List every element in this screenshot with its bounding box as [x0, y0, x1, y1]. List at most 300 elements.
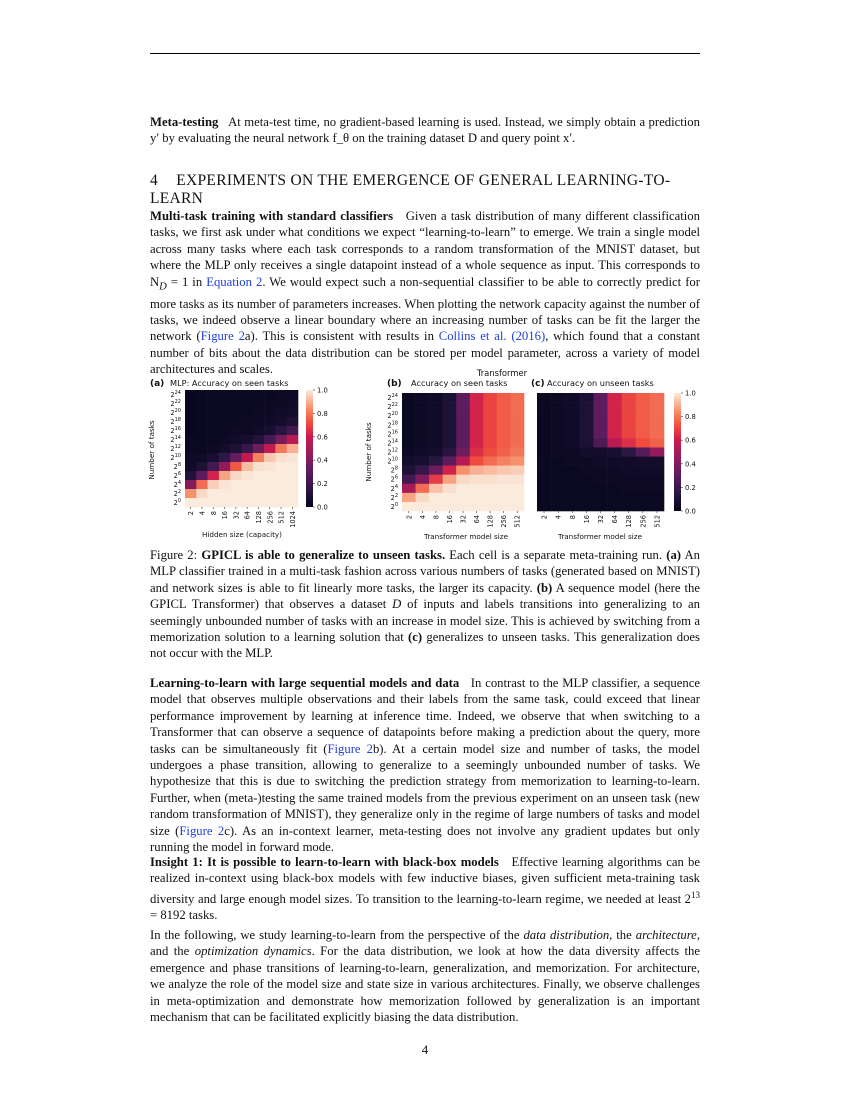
caption-text-5: generalizes to unseen tasks. This generalization does not occur with the MLP. [150, 630, 700, 661]
heatmap-c-cell [608, 466, 622, 475]
heatmap-c-cell [579, 466, 593, 475]
heatmap-a-cell [185, 453, 197, 462]
heatmap-b-cell [483, 438, 497, 447]
figure-2-link[interactable]: Figure 2 [200, 329, 245, 344]
colorbar-a-tick-label: 0.4 [317, 456, 328, 465]
heatmap-b-cell [497, 411, 511, 420]
heatmap-b-cell [497, 502, 511, 511]
heatmap-b-cell [470, 402, 484, 411]
heatmap-c-cell [593, 475, 607, 484]
heatmap-b-cell [510, 484, 524, 493]
heatmap-a-cell [253, 489, 265, 498]
heatmap-c-cell [579, 475, 593, 484]
multitask-text-c: . We would expect such a non-sequential classifier to be able to correctly predict for more tasks as its number of parameters increases. When plotting the network capacity against the number of tasks, we indeed observe a linear boundary where an increasing number of tasks can be fit the larger the network ( [150, 274, 700, 344]
heatmap-c-cell [551, 438, 565, 447]
heatmap-c-cell [636, 457, 650, 466]
heatmap-b-xtick-label: 32 [459, 515, 468, 524]
heatmap-c-cell [537, 475, 551, 484]
following-text-d: . For the data distribution, we look at how the data diversity affects the emergence and phase transitions of learning-to-learn, generalization, and memorization. For architecture, we analyze the role of the model size and state size in various architectures. Finally, we observe challenges in meta-optimization and demonstrate how memorization followed by generalization is an important mechanism that can be facilitated explicitly biasing the data distribution. [150, 944, 700, 1025]
heatmap-a-cell [185, 435, 197, 444]
heatmap-b-cell [470, 438, 484, 447]
heatmap-b-ytick-label: $2^{24}$ [387, 393, 398, 403]
heatmap-a-xtick-label: 1024 [288, 511, 297, 528]
heatmap-b-cell [470, 447, 484, 456]
colorbar-c [674, 393, 681, 511]
heatmap-a-cell [219, 444, 231, 453]
heatmap-a-cell [253, 399, 265, 408]
heatmap-b-cell [429, 438, 443, 447]
heatmap-a-cell [208, 444, 220, 453]
heatmap-c-cell [579, 493, 593, 502]
heatmap-b-ytick-label: $2^{16}$ [387, 429, 398, 439]
heatmap-b-ytick-label: $2^{10}$ [387, 456, 398, 466]
heatmap-b-cell [497, 420, 511, 429]
heatmap-a-cell [185, 471, 197, 480]
heatmap-b-cell [416, 393, 430, 402]
heatmap-a-xtick-label: 16 [221, 511, 230, 520]
heatmap-c-cell [565, 402, 579, 411]
heatmap-c-cell [537, 493, 551, 502]
heatmap-c-xtick-label: 2 [540, 515, 549, 520]
heatmap-a-cell [275, 480, 287, 489]
heatmap-c-cell [551, 447, 565, 456]
heatmap-a-cell [196, 471, 208, 480]
heatmap-b-cell [443, 502, 457, 511]
heatmap-b-cell [510, 429, 524, 438]
caption-text-1: Each cell is a separate meta-training run. [445, 548, 667, 562]
heatmap-c-cell [608, 484, 622, 493]
heatmap-a-cell [287, 390, 299, 399]
heatmap-b-cell [470, 484, 484, 493]
heatmap-b-cell [483, 411, 497, 420]
heatmap-b-cell [497, 393, 511, 402]
heatmap-b-cell [510, 475, 524, 484]
colorbar-c-tick-label: 0.6 [685, 436, 696, 445]
heatmap-b-xtick-label: 16 [445, 515, 454, 524]
heatmap-b-xtick-label: 64 [473, 515, 482, 524]
heatmap-c-xtick-label: 128 [625, 515, 634, 528]
heatmap-c-cell [593, 466, 607, 475]
heatmap-b-cell [470, 411, 484, 420]
figure-2c-link[interactable]: Figure 2 [179, 823, 225, 838]
heatmap-c-cell [608, 438, 622, 447]
heatmap-b-cell [443, 438, 457, 447]
heatmap-a-cell [185, 498, 197, 507]
caption-a: (a) [666, 548, 682, 562]
heatmap-c-cell [551, 457, 565, 466]
heatmap-a-ytick-label: $2^{12}$ [170, 444, 181, 453]
heatmap-a-cell [230, 426, 242, 435]
heatmap-c-cell [537, 393, 551, 402]
heatmap-a-cell [264, 462, 276, 471]
heatmap-c-cell [565, 438, 579, 447]
heatmap-c-cell [650, 402, 664, 411]
meta-testing-text: At meta-test time, no gradient-based learning is used. Instead, we simply obtain a prediction y′ by evaluating the neural network f_θ on the training dataset D and query point x′. [150, 115, 700, 146]
heatmap-b-cell [402, 475, 416, 484]
heatmap-a-cell [275, 399, 287, 408]
heatmap-a-cell [287, 435, 299, 444]
heatmap-c-cell [622, 393, 636, 402]
colorbar-a-tick-label: 1.0 [317, 386, 328, 395]
colorbar-c-tick-label: 0.8 [685, 413, 696, 422]
heatmap-b-cell [510, 466, 524, 475]
panel-b-xlabel: Transformer model size [423, 532, 509, 541]
heatmap-b-cell [456, 493, 470, 502]
heatmap-b-ytick-label: $2^{20}$ [387, 411, 398, 421]
heatmap-c-cell [593, 438, 607, 447]
heatmap-a-cell [275, 471, 287, 480]
heatmap-a-cell [253, 453, 265, 462]
heatmap-c-cell [579, 502, 593, 511]
panel-b-tag: (b) [387, 379, 402, 389]
ltl-text-b: b). At a certain model size and number of tasks, the model undergoes a phase transition, allowing to generalize to a seemingly unbounded number of tasks. We hypothesize that this is due to switching the prediction strategy from memorization to learning-to-learn. Further, when (meta-)testing the same trained models from the previous experiment on an unseen task (new random transformation of MNIST), they generalize only in the regime of large numbers of tasks and model size ( [150, 741, 700, 838]
heatmap-c-cell [551, 411, 565, 420]
colorbar-a-tick-label: 0.6 [317, 433, 328, 442]
heatmap-c-cell [537, 402, 551, 411]
heatmap-a-ytick-label: $2^{16}$ [170, 426, 181, 435]
heatmap-c-cell [565, 475, 579, 484]
heatmap-a-cell [264, 471, 276, 480]
heatmap-c-xtick-label: 32 [597, 515, 605, 524]
heatmap-c-cell [537, 466, 551, 475]
heatmap-a-cell [196, 462, 208, 471]
heatmap-a-cell [242, 471, 254, 480]
heatmap-c-xtick-label: 8 [568, 515, 577, 520]
heatmap-b-cell [443, 420, 457, 429]
header-rule [150, 53, 700, 54]
heatmap-b-cell [443, 493, 457, 502]
figure-2 [145, 365, 705, 545]
heatmap-b-cell [510, 393, 524, 402]
heatmap-b-cell [456, 466, 470, 475]
heatmap-c-xtick-label: 512 [653, 515, 662, 528]
heatmap-c-cell [551, 484, 565, 493]
heatmap-a-cell [196, 417, 208, 426]
heatmap-a-xtick-label: 512 [277, 511, 286, 524]
colorbar-a-tick-label: 0.2 [317, 480, 328, 489]
heatmap-a-cell [185, 426, 197, 435]
heatmap-b-cell [429, 411, 443, 420]
heatmap-b-cell [416, 484, 430, 493]
heatmap-c-cell [608, 493, 622, 502]
heatmap-c-cell [636, 447, 650, 456]
heatmap-a-cell [275, 426, 287, 435]
heatmap-a-cell [208, 426, 220, 435]
heatmap-b-cell [470, 393, 484, 402]
colorbar-a [306, 390, 313, 507]
caption-b: (b) [536, 580, 553, 595]
heatmap-b-cell [510, 402, 524, 411]
section-number: 4 [150, 172, 159, 189]
collins-citation-link[interactable]: Collins et al. [438, 329, 507, 344]
heatmap-a-cell [275, 408, 287, 417]
equation-2-link[interactable]: Equation 2 [206, 274, 263, 289]
heatmap-c-cell [593, 411, 607, 420]
heatmap-b-cell [456, 457, 470, 466]
heatmap-c-cell [579, 411, 593, 420]
heatmap-c-cell [650, 447, 664, 456]
panel-c-tag: (c) [531, 379, 545, 389]
section-title: EXPERIMENTS ON THE EMERGENCE OF GENERAL LEARNING-TO-LEARN [150, 172, 671, 207]
heatmap-c-cell [579, 429, 593, 438]
heatmap-a-cell [264, 408, 276, 417]
meta-testing-paragraph [150, 114, 700, 147]
heatmap-b-ytick-label: $2^2$ [390, 492, 398, 502]
heatmap-a-cell [287, 498, 299, 507]
following-paragraph [150, 927, 700, 1025]
heatmap-c-cell [579, 438, 593, 447]
heatmap-c-cell [565, 484, 579, 493]
multitask-text-d: a). This is consistent with results in [244, 329, 439, 344]
heatmap-c-cell [551, 466, 565, 475]
heatmap-b-cell [416, 457, 430, 466]
insight-text-b: = 8192 tasks. [150, 908, 218, 923]
heatmap-b-cell [402, 502, 416, 511]
heatmap-c-cell [551, 429, 565, 438]
heatmap-c-cell [608, 411, 622, 420]
heatmap-a-cell [230, 498, 242, 507]
heatmap-c-cell [636, 429, 650, 438]
heatmap-a-cell [219, 498, 231, 507]
figure-2b-link[interactable]: Figure 2 [327, 741, 373, 756]
insight-sup: 13 [691, 889, 700, 900]
heatmap-c-cell [608, 502, 622, 511]
heatmap-b-cell [416, 420, 430, 429]
heatmap-b-cell [497, 402, 511, 411]
heatmap-a-cell [230, 489, 242, 498]
heatmap-c-cell [636, 484, 650, 493]
heatmap-b-xtick-label: 128 [486, 515, 495, 528]
heatmap-b-cell [497, 429, 511, 438]
heatmap-c-cell [650, 420, 664, 429]
multitask-text-b: = 1 in [166, 274, 207, 289]
heatmap-c-cell [650, 466, 664, 475]
heatmap-b-ytick-label: $2^{14}$ [387, 438, 398, 448]
heatmap-a-xtick-label: 64 [243, 511, 252, 520]
heatmap-a-cell [287, 399, 299, 408]
heatmap-a-cell [242, 408, 254, 417]
heatmap-b-cell [416, 466, 430, 475]
insight-heading: Insight 1: It is possible to learn-to-learn with black-box models [150, 855, 499, 869]
heatmap-b-cell [483, 493, 497, 502]
heatmap-c-cell [636, 475, 650, 484]
ltl-text-a: In contrast to the MLP classifier, a sequence model that observes multiple observations and their labels from the same task, could exceed that linear performance improvement by learning at inference time. Indeed, we observe that when switching to a Transformer that can observe a sequence of datapoints before making a prediction about the query, more tasks can be simultaneously fit ( [150, 676, 700, 756]
heatmap-a-cell [275, 489, 287, 498]
heatmap-c-cell [650, 484, 664, 493]
heatmap-c-cell [579, 393, 593, 402]
caption-text-4: of inputs and labels transitions into generalizing to an seemingly unbounded number of tasks with an increase in model size. This is achieved by switching from a memorization solution to a learning solution that [150, 597, 700, 645]
heatmap-a-xtick-label: 128 [254, 511, 263, 524]
heatmap-a-cell [219, 471, 231, 480]
heatmap-a-cell [196, 444, 208, 453]
colorbar-c-tick-label: 0.4 [685, 460, 696, 469]
heatmap-c-cell [650, 475, 664, 484]
heatmap-a-cell [185, 444, 197, 453]
heatmap-a-ytick-label: $2^4$ [173, 480, 181, 489]
heatmap-a-cell [287, 480, 299, 489]
heatmap-a-cell [208, 480, 220, 489]
heatmap-b-ytick-label: $2^6$ [390, 474, 398, 484]
heatmap-b-cell [429, 457, 443, 466]
heatmap-b-cell [510, 420, 524, 429]
heatmap-c-cell [622, 466, 636, 475]
heatmap-c-cell [636, 411, 650, 420]
heatmap-b-cell [510, 502, 524, 511]
heatmap-b-cell [402, 393, 416, 402]
heatmap-a-cell [219, 435, 231, 444]
figure-2-canvas [145, 365, 705, 545]
heatmap-a-cell [287, 417, 299, 426]
heatmap-b-cell [402, 411, 416, 420]
heatmap-b-cell [497, 466, 511, 475]
heatmap-a-cell [242, 417, 254, 426]
heatmap-a-ytick-label: $2^0$ [173, 498, 181, 507]
heatmap-a-cell [208, 453, 220, 462]
heatmap-a-xtick-label: 256 [266, 511, 275, 524]
panel-a-title: MLP: Accuracy on seen tasks [170, 378, 289, 388]
heatmap-a-ytick-label: $2^{22}$ [170, 399, 181, 408]
heatmap-a-cell [196, 399, 208, 408]
heatmap-a-ytick-label: $2^{24}$ [170, 390, 181, 399]
heatmap-a-ytick-label: $2^{10}$ [170, 453, 181, 462]
heatmap-a-cell [208, 471, 220, 480]
caption-label: Figure 2: [150, 548, 202, 562]
heatmap-b-xtick-label: 4 [418, 515, 427, 520]
heatmap-b-cell [483, 393, 497, 402]
heatmap-c-cell [565, 493, 579, 502]
ltl-text-c: c). As an in-context learner, meta-testing does not involve any gradient updates but only running the model in forward mode. [150, 823, 700, 855]
multitask-paragraph [150, 208, 700, 378]
heatmap-c-cell [622, 411, 636, 420]
heatmap-b-cell [402, 466, 416, 475]
section-heading [150, 172, 710, 208]
heatmap-a-cell [242, 489, 254, 498]
heatmap-a-cell [275, 435, 287, 444]
heatmap-b-cell [470, 475, 484, 484]
heatmap-c-cell [551, 402, 565, 411]
heatmap-a-cell [208, 390, 220, 399]
heatmap-a-cell [230, 453, 242, 462]
heatmap-a-cell [230, 417, 242, 426]
heatmap-a-cell [242, 435, 254, 444]
heatmap-c-cell [593, 393, 607, 402]
heatmap-c-cell [537, 502, 551, 511]
heatmap-a-cell [196, 480, 208, 489]
heatmap-b-cell [443, 429, 457, 438]
heatmap-a-cell [242, 399, 254, 408]
transformer-label: Transformer [476, 368, 528, 378]
heatmap-a-cell [230, 480, 242, 489]
heatmap-b-cell [483, 502, 497, 511]
heatmap-b-cell [483, 429, 497, 438]
heatmap-b-cell [443, 475, 457, 484]
heatmap-a-cell [196, 408, 208, 417]
heatmap-b-cell [470, 466, 484, 475]
heatmap-a-cell [253, 471, 265, 480]
heatmap-b-cell [443, 466, 457, 475]
heatmap-b-cell [483, 447, 497, 456]
heatmap-b-cell [416, 429, 430, 438]
heatmap-a-cell [253, 462, 265, 471]
heatmap-b-cell [402, 429, 416, 438]
heatmap-c-cell [636, 402, 650, 411]
heatmap-c-cell [622, 438, 636, 447]
heatmap-b-cell [510, 438, 524, 447]
heatmap-b-ytick-label: $2^{22}$ [387, 402, 398, 412]
heatmap-b-cell [402, 420, 416, 429]
heatmap-c-cell [650, 438, 664, 447]
heatmap-b-cell [497, 493, 511, 502]
heatmap-c-cell [608, 402, 622, 411]
heatmap-b-cell [416, 502, 430, 511]
heatmap-a-cell [275, 417, 287, 426]
heatmap-a-cell [264, 426, 276, 435]
heatmap-a-cell [230, 435, 242, 444]
heatmap-a-cell [219, 390, 231, 399]
heatmap-a-cell [185, 390, 197, 399]
heatmap-c-cell [593, 402, 607, 411]
heatmap-a-cell [275, 390, 287, 399]
heatmap-a-ytick-label: $2^{18}$ [170, 417, 181, 426]
heatmap-c-cell [565, 502, 579, 511]
heatmap-b-cell [456, 484, 470, 493]
heatmap-a-cell [230, 444, 242, 453]
caption-bold: GPICL is able to generalize to unseen tasks. [201, 548, 446, 562]
heatmap-c-cell [593, 457, 607, 466]
heatmap-b-cell [429, 484, 443, 493]
heatmap-a-cell [264, 489, 276, 498]
heatmap-c-cell [593, 502, 607, 511]
heatmap-a-cell [219, 480, 231, 489]
heatmap-c-cell [622, 420, 636, 429]
heatmap-a-cell [287, 453, 299, 462]
heatmap-a-cell [185, 462, 197, 471]
heatmap-c-cell [565, 420, 579, 429]
heatmap-b-cell [497, 447, 511, 456]
heatmap-b-cell [402, 493, 416, 502]
heatmap-a-cell [242, 390, 254, 399]
heatmap-a-cell [287, 444, 299, 453]
heatmap-a-ytick-label: $2^8$ [173, 462, 181, 471]
heatmap-b-cell [456, 393, 470, 402]
following-em-3: optimization dynamics [194, 944, 312, 959]
heatmap-b-cell [429, 393, 443, 402]
heatmap-b-cell [429, 447, 443, 456]
heatmap-a-cell [242, 498, 254, 507]
heatmap-b-ytick-label: $2^8$ [390, 465, 398, 475]
heatmap-b-cell [497, 475, 511, 484]
collins-year-link[interactable]: (2016) [511, 329, 546, 344]
heatmap-a-cell [287, 408, 299, 417]
figure-2-caption [150, 547, 700, 662]
heatmap-c-cell [565, 466, 579, 475]
heatmap-b-cell [510, 457, 524, 466]
heatmap-a-cell [219, 417, 231, 426]
heatmap-a-cell [264, 498, 276, 507]
heatmap-c-cell [537, 447, 551, 456]
heatmap-a-cell [264, 435, 276, 444]
heatmap-c-cell [565, 393, 579, 402]
heatmap-a-cell [253, 435, 265, 444]
heatmap-a-cell [219, 453, 231, 462]
heatmap-b-cell [402, 447, 416, 456]
heatmap-c-cell [622, 475, 636, 484]
heatmap-c-cell [622, 447, 636, 456]
heatmap-a-cell [185, 489, 197, 498]
multitask-heading: Multi-task training with standard classifiers [150, 209, 394, 223]
heatmap-a-cell [196, 390, 208, 399]
heatmap-b-cell [443, 411, 457, 420]
